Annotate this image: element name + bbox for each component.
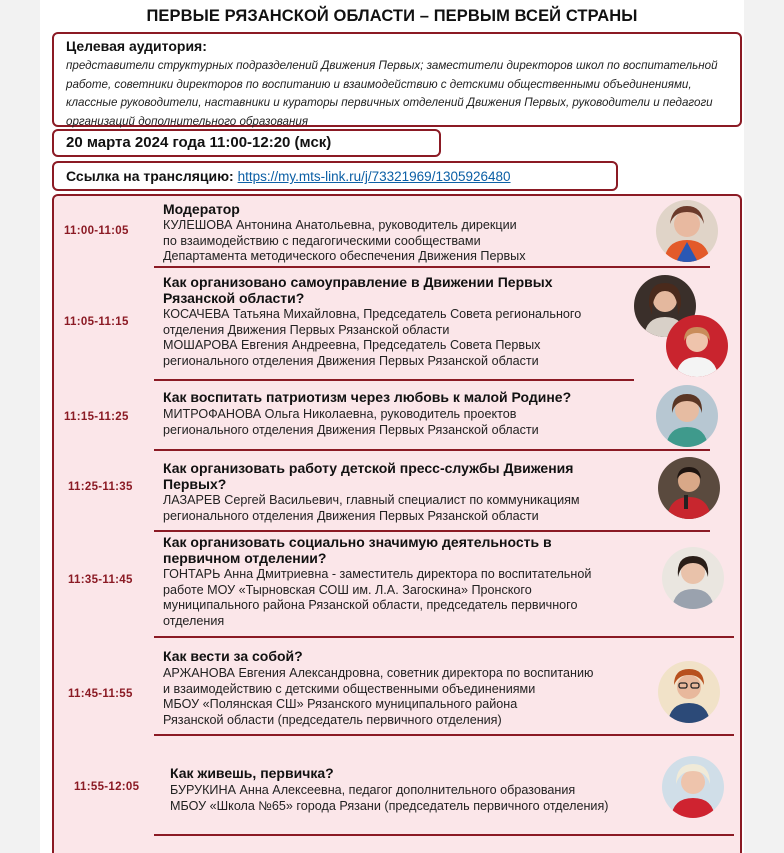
page-title: ПЕРВЫЕ РЯЗАНСКОЙ ОБЛАСТИ – ПЕРВЫМ ВСЕЙ СТРАНЫ xyxy=(146,7,638,25)
audience-line: представители структурных подразделений Движения Первых; заместители директоров школ по воспитательной xyxy=(66,59,718,72)
speaker-photo xyxy=(658,457,720,519)
audience-line: организаций дополнительного образования xyxy=(66,114,309,128)
target-audience-box xyxy=(52,32,742,127)
session-time: 11:00-11:05 xyxy=(64,225,129,237)
session-time: 11:25-11:35 xyxy=(68,481,133,493)
speaker-photo xyxy=(656,385,718,447)
left-margin xyxy=(0,0,40,853)
stream-link[interactable]: https://my.mts-link.ru/j/73321969/1305926480 xyxy=(237,169,511,184)
speaker-photo xyxy=(662,756,724,818)
stream-link-label: Ссылка на трансляцию: xyxy=(66,168,234,184)
session-title: Как вести за собой? xyxy=(163,648,303,664)
audience-line: работе, советники директоров по воспитанию и взаимодействию с детскими общественными объединениями, xyxy=(66,77,692,91)
session-speakers: АРЖАНОВА Евгения Александровна, советник директора по воспитанию и взаимодействию с детскими общественными объединениями МБОУ «Полянская СШ» Рязанского муниципального района Рязанской области (председатель первичного отделения) xyxy=(163,666,594,727)
program-panel xyxy=(52,194,742,853)
session-title: Как организовать социально значимую деятельность в первичном отделении? xyxy=(163,534,552,566)
right-margin xyxy=(744,0,784,853)
document-page xyxy=(40,0,744,853)
session-divider xyxy=(154,636,734,638)
session-time: 11:05-11:15 xyxy=(64,316,129,328)
session-divider xyxy=(154,530,710,532)
session-title: Как живешь, первичка? xyxy=(170,765,334,781)
speaker-photo xyxy=(658,661,720,723)
session-time: 11:55-12:05 xyxy=(74,781,140,793)
session-divider xyxy=(154,266,710,268)
session-title: Модератор xyxy=(163,201,240,217)
session-speakers: КОСАЧЕВА Татьяна Михайловна, Председатель Совета регионального отделения Движения Первых Рязанской области МОШАРОВА Евгения Андреевна, Председатель Совета Первых регионального отделения Движения Первых Рязанской области xyxy=(163,307,582,368)
session-speakers: БУРУКИНА Анна Алексеевна, педагог дополнительного образования МБОУ «Школа №65» города Рязани (председатель первичного отделения) xyxy=(170,783,609,813)
speaker-photo xyxy=(666,315,728,377)
session-time: 11:15-11:25 xyxy=(64,411,129,423)
speaker-photo xyxy=(656,200,718,262)
session-divider xyxy=(154,734,734,736)
session-time: 11:35-11:45 xyxy=(68,574,133,586)
stream-link-box xyxy=(52,161,618,191)
session-speakers: ГОНТАРЬ Анна Дмитриевна - заместитель директора по воспитательной работе МОУ «Тырновская СОШ им. Л.А. Загоскина» Пронского муниципального района Рязанской области, председатель первичного отделения xyxy=(163,567,592,628)
session-divider xyxy=(154,834,734,836)
session-title: Как воспитать патриотизм через любовь к малой Родине? xyxy=(163,389,572,405)
session-divider xyxy=(154,379,634,381)
session-time: 11:45-11:55 xyxy=(68,688,133,700)
event-date-box: 20 марта 2024 года 11:00-12:20 (мск) xyxy=(52,129,441,157)
session-title: Как организовать работу детской пресс-службы Движения Первых? xyxy=(163,460,574,492)
audience-line: классные руководители, наставники и кураторы первичных отделений Движения Первых, руководители и педагоги xyxy=(66,96,713,109)
session-speakers: МИТРОФАНОВА Ольга Николаевна, руководитель проектов регионального отделения Движения Первых Рязанской области xyxy=(163,407,539,437)
session-divider xyxy=(154,449,710,451)
session-title: Как организовано самоуправление в Движении Первых Рязанской области? xyxy=(163,274,553,306)
target-audience-heading: Целевая аудитория: xyxy=(66,38,207,54)
speaker-photo xyxy=(662,547,724,609)
session-speakers: КУЛЕШОВА Антонина Анатольевна, руководитель дирекции по взаимодействию с педагогическими сообществами Департамента методического обеспечения Движения Первых xyxy=(163,218,526,264)
target-audience-text xyxy=(66,57,728,131)
session-speakers: ЛАЗАРЕВ Сергей Васильевич, главный специалист по коммуникациям регионального отделения Движения Первых Рязанской области xyxy=(163,493,580,523)
